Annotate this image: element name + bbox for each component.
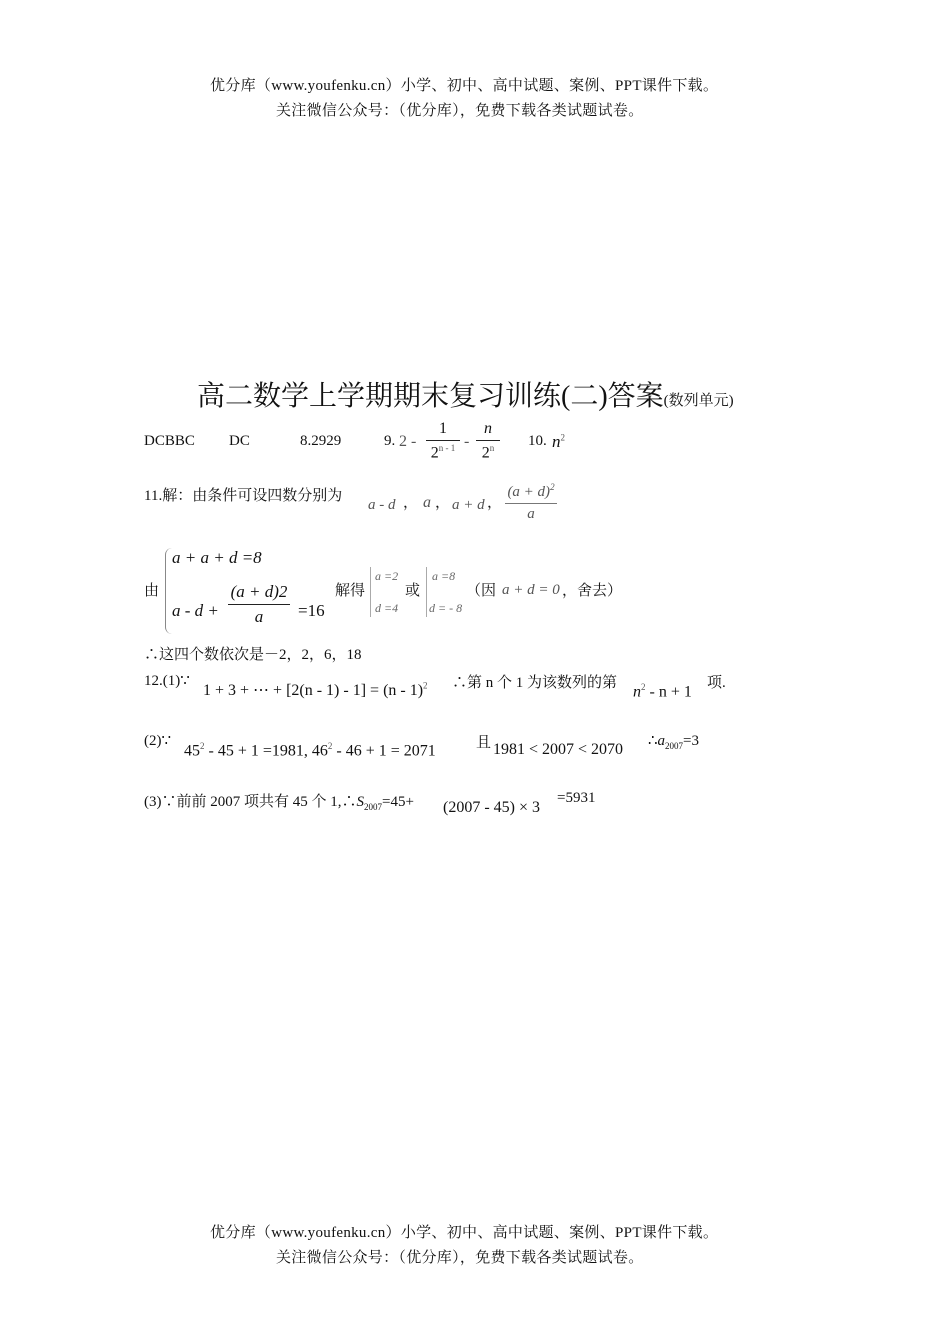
q11-reason-expr: a + d = 0: [502, 582, 560, 598]
eq2-denominator: a: [254, 607, 264, 626]
answer-q9-label: 9.: [384, 433, 396, 449]
q12-part-2-conclusion: $\therefore a_{2007}=3$: [648, 733, 700, 751]
header-line-1: 优分库（www.youfenku.cn）小学、初中、高中试题、案例、PPT课件下载。: [210, 78, 719, 94]
q11-equation-2-tail: =16: [298, 601, 325, 620]
q11-term-1: a - d: [368, 497, 396, 513]
answer-choices-1: DCBBC: [144, 433, 195, 449]
answer-q9-fraction-2: [476, 420, 500, 462]
term-4-denominator: a: [527, 506, 535, 522]
fraction-2-denominator: 2$^n$: [481, 443, 495, 462]
q11-or: 或: [405, 583, 421, 599]
q11-conclusion: ∴这四个数依次是－2，2，6，18: [144, 647, 362, 663]
system-brace: [165, 548, 172, 634]
q11-term-3: a + d: [452, 497, 485, 513]
solution-1-d: d =4: [375, 601, 399, 615]
q11-equation-2-fraction: [228, 582, 290, 627]
q12-part-3-text: (3)∵前前 2007 项共有 45 个 $1,\therefore S_{2007}=45+$: [144, 794, 414, 812]
answer-q10-label: 10.: [528, 433, 547, 449]
fraction-2-numerator: n: [484, 420, 492, 437]
q11-intro: 11.解：由条件可设四数分别为: [144, 488, 343, 504]
q11-reason-close: ，舍去）: [562, 583, 623, 599]
q12-part-2-label: (2)∵: [144, 733, 172, 749]
answer-q9-lead: 2 -: [399, 433, 417, 450]
q11-equation-1: a + a + d =8: [172, 548, 262, 567]
q12-part-1-text: ∴第 n 个 1 为该数列的第: [452, 675, 618, 691]
solution-2-a: a =8: [432, 569, 456, 583]
q11-term-4-fraction: [505, 482, 557, 523]
q12-part-1-term: $n^2 - n + 1$: [633, 682, 692, 701]
q11-reason-open: （因: [466, 583, 497, 599]
header-line-2: 关注微信公众号：（优分库），免费下载各类试题试卷。: [276, 103, 644, 119]
q11-comma-3: ，: [487, 495, 503, 511]
answer-q9-minus: -: [464, 433, 470, 450]
q11-comma-2: ，: [435, 495, 451, 511]
fraction-bar: [228, 604, 290, 605]
footer-line-1: 优分库（www.youfenku.cn）小学、初中、高中试题、案例、PPT课件下载。: [210, 1225, 719, 1241]
answer-q8: 8.2929: [300, 433, 342, 449]
solution-1-a: a =2: [375, 569, 399, 583]
q12-part-2-inequality: 1981 < 2007 < 2070: [493, 741, 624, 758]
q11-term-2: a: [423, 494, 431, 511]
q12-part-2-expr: $45^2 - 45 + 1 =1981$, $46^2 - 46 + 1 = 2071$: [184, 741, 436, 760]
title-sub: (数列单元): [663, 393, 734, 409]
q11-solve: 解得: [335, 583, 366, 599]
q12-part-3-value: =5931: [557, 790, 596, 806]
fraction-1-numerator: 1: [439, 420, 447, 437]
eq2-numerator: (a + d)2: [230, 582, 288, 601]
q12-part-1-label: 12.(1)∵: [144, 673, 190, 689]
q12-part-1-end: 项.: [707, 675, 726, 691]
q11-equation-2-lead: a - d +: [172, 601, 219, 620]
title-main: 高二数学上学期期末复习训练(二)答案: [197, 381, 664, 412]
answer-q10-value: $n^2$: [552, 432, 565, 451]
q11-comma-1: ，: [403, 495, 419, 511]
answer-choices-2: DC: [229, 433, 250, 449]
fraction-1-denominator: 2$^{n - 1}$: [430, 443, 456, 462]
q11-by: 由: [144, 583, 160, 599]
q12-part-1-expr: 1 + 3 + ⋯ + [2(n - 1) - 1] = (n - 1)$^2$: [203, 680, 428, 699]
footer-line-2: 关注微信公众号：（优分库），免费下载各类试题试卷。: [276, 1250, 644, 1266]
solution-2-d: d = - 8: [429, 601, 463, 615]
fraction-bar: [476, 440, 500, 441]
q12-part-2-and: 且: [476, 735, 492, 751]
answer-q9-fraction-1: [426, 420, 460, 462]
q12-part-3-expr: (2007 - 45) × 3: [443, 799, 541, 816]
fraction-bar: [505, 503, 557, 504]
term-4-numerator: $(a + d)^2$: [507, 482, 555, 500]
fraction-bar: [426, 440, 460, 441]
page-title: [197, 374, 734, 414]
